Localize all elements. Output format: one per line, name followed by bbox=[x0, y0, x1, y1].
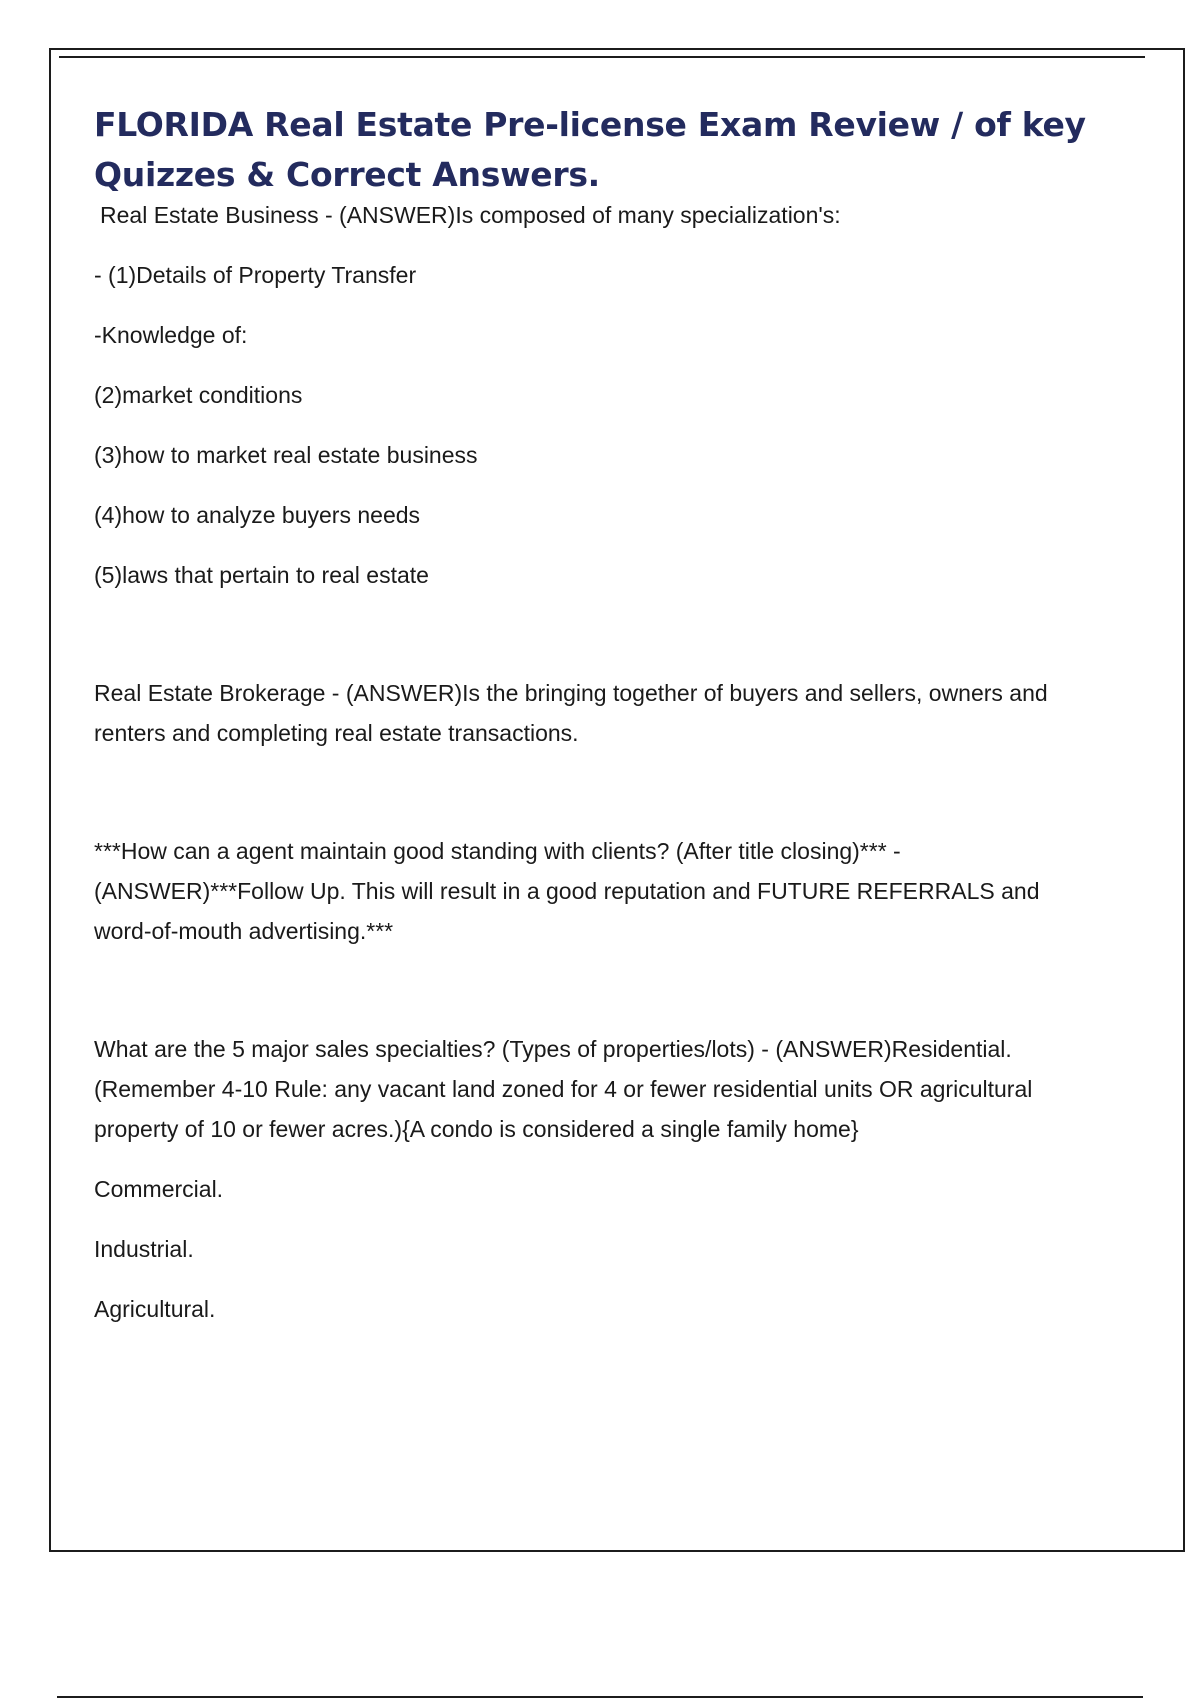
list-item: (2)market conditions bbox=[94, 382, 303, 408]
sales-specialties-answer: What are the 5 major sales specialties? (Types of properties/lots) - (ANSWER)Residential. (Remember 4-10 Rule: any vacant land zoned for 4 or fewer residential units OR agricultural property of 10 or fewer acres.){A condo is considered a single family home} bbox=[94, 1036, 1033, 1142]
top-divider bbox=[59, 56, 1145, 58]
list-item: Industrial. bbox=[94, 1236, 194, 1262]
real-estate-brokerage-answer: Real Estate Brokerage - (ANSWER)Is the bringing together of buyers and sellers, owners and renters and completing real estate transactions. bbox=[94, 680, 1048, 746]
list-item: Agricultural. bbox=[94, 1296, 216, 1322]
real-estate-business-answer: Real Estate Business - (ANSWER)Is composed of many specialization's: bbox=[100, 202, 841, 228]
list-item: (4)how to analyze buyers needs bbox=[94, 502, 421, 528]
list-item: (5)laws that pertain to real estate bbox=[94, 562, 429, 588]
page-title: FLORIDA Real Estate Pre-license Exam Review / of key Quizzes & Correct Answers. bbox=[94, 105, 1086, 194]
list-item: (3)how to market real estate business bbox=[94, 442, 478, 468]
list-item: Commercial. bbox=[94, 1176, 224, 1202]
document-body bbox=[94, 100, 1094, 1329]
list-item: -Knowledge of: bbox=[94, 322, 248, 348]
agent-good-standing-answer: ***How can a agent maintain good standing with clients? (After title closing)*** - (ANSWER)***Follow Up. This will result in a good reputation and FUTURE REFERRALS and word-of-mouth advertising.*** bbox=[94, 838, 1040, 944]
list-item: - (1)Details of Property Transfer bbox=[94, 262, 417, 288]
bottom-divider bbox=[57, 1696, 1143, 1698]
